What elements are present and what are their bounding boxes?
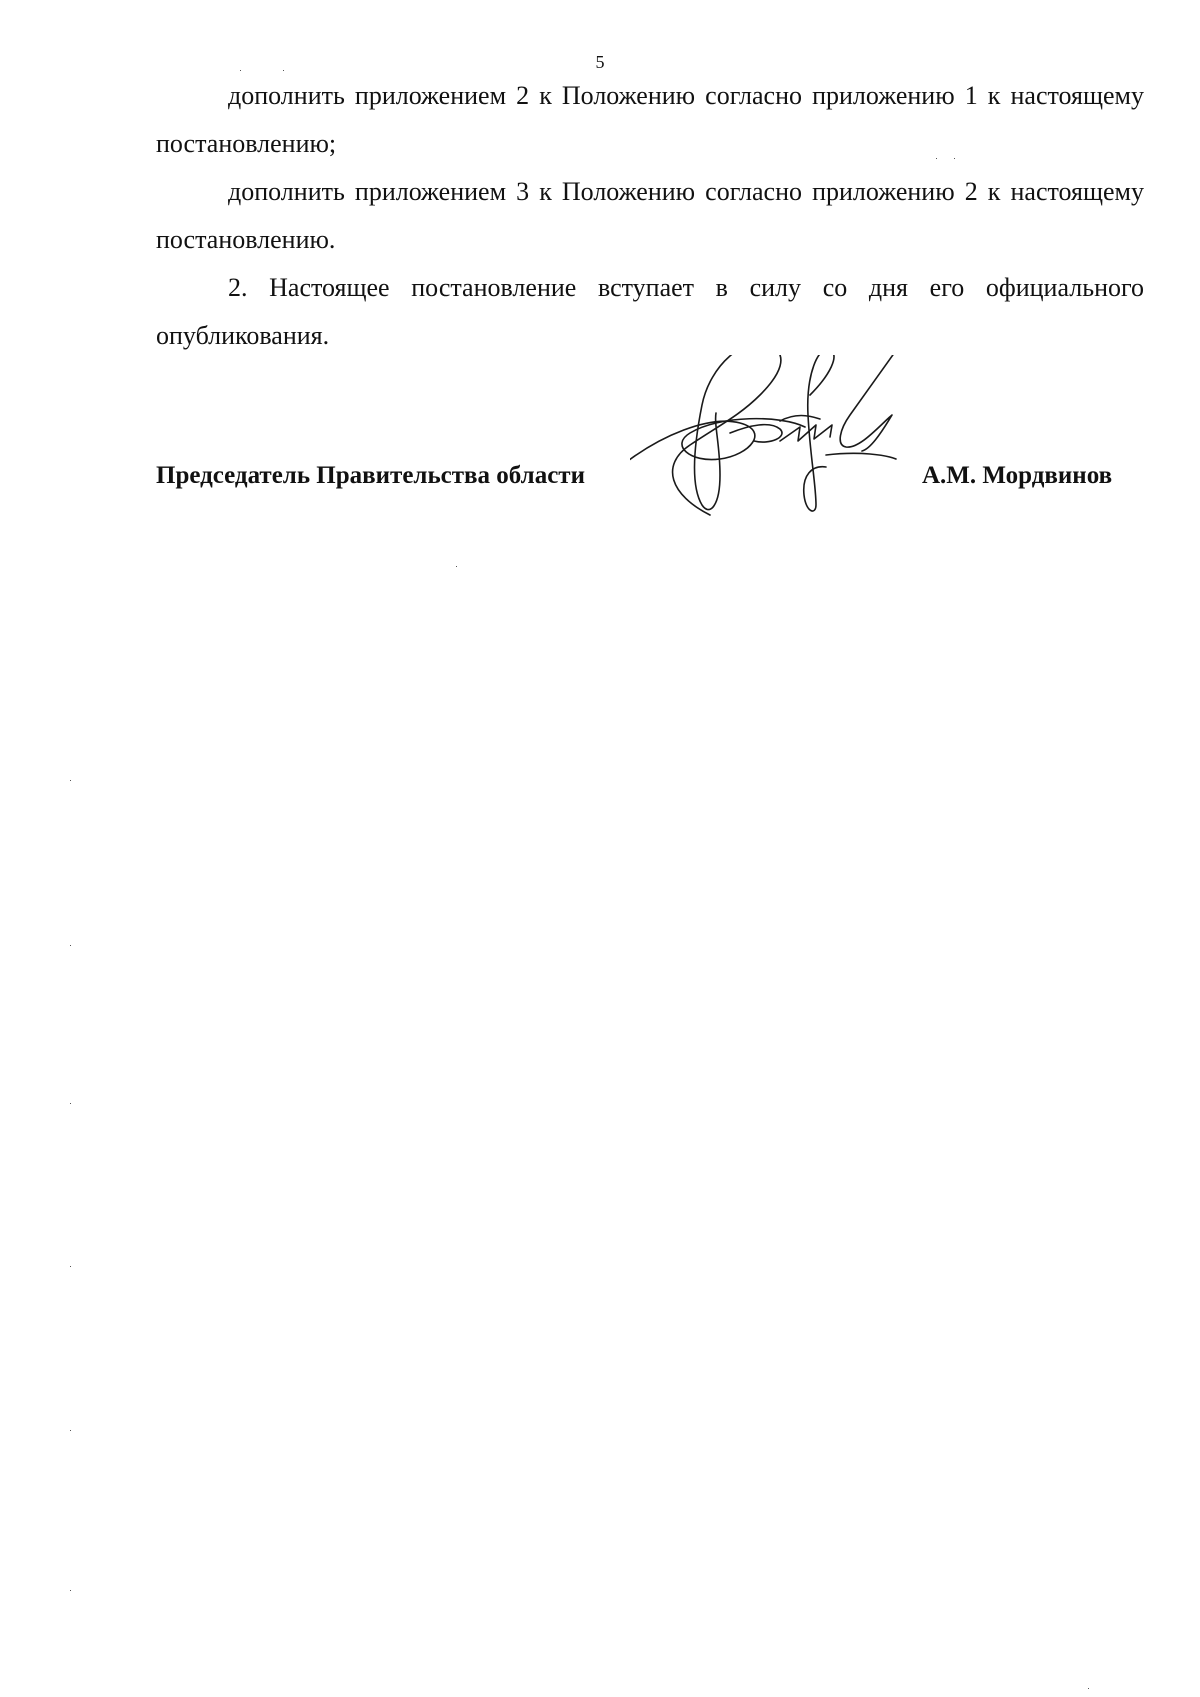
document-body (156, 72, 1144, 360)
signatory-position: Председатель Правительства области (156, 462, 585, 489)
scan-speck (70, 780, 71, 781)
scan-speck (456, 566, 457, 567)
scan-speck (70, 1590, 71, 1591)
page-number: 5 (595, 52, 605, 72)
scan-speck (70, 1103, 71, 1104)
paragraph-appendix-2: дополнить приложением 2 к Положению согласно приложению 1 к настоящему постановлению; (156, 81, 1144, 158)
scan-speck (954, 158, 955, 159)
signature-block (156, 456, 1144, 496)
paragraph-effective-date: 2. Настоящее постановление вступает в силу со дня его официального опубликования. (156, 273, 1144, 350)
scan-speck (936, 158, 937, 159)
scan-speck (70, 1266, 71, 1267)
scan-speck (1088, 1688, 1089, 1689)
scan-speck (240, 70, 241, 71)
paragraph-appendix-3: дополнить приложением 3 к Положению согласно приложению 2 к настоящему постановлению. (156, 177, 1144, 254)
scan-speck (283, 70, 284, 71)
handwritten-signature (630, 355, 990, 555)
signatory-name: А.М. Мордвинов (922, 462, 1113, 489)
scan-speck (70, 1430, 71, 1431)
scan-speck (70, 945, 71, 946)
